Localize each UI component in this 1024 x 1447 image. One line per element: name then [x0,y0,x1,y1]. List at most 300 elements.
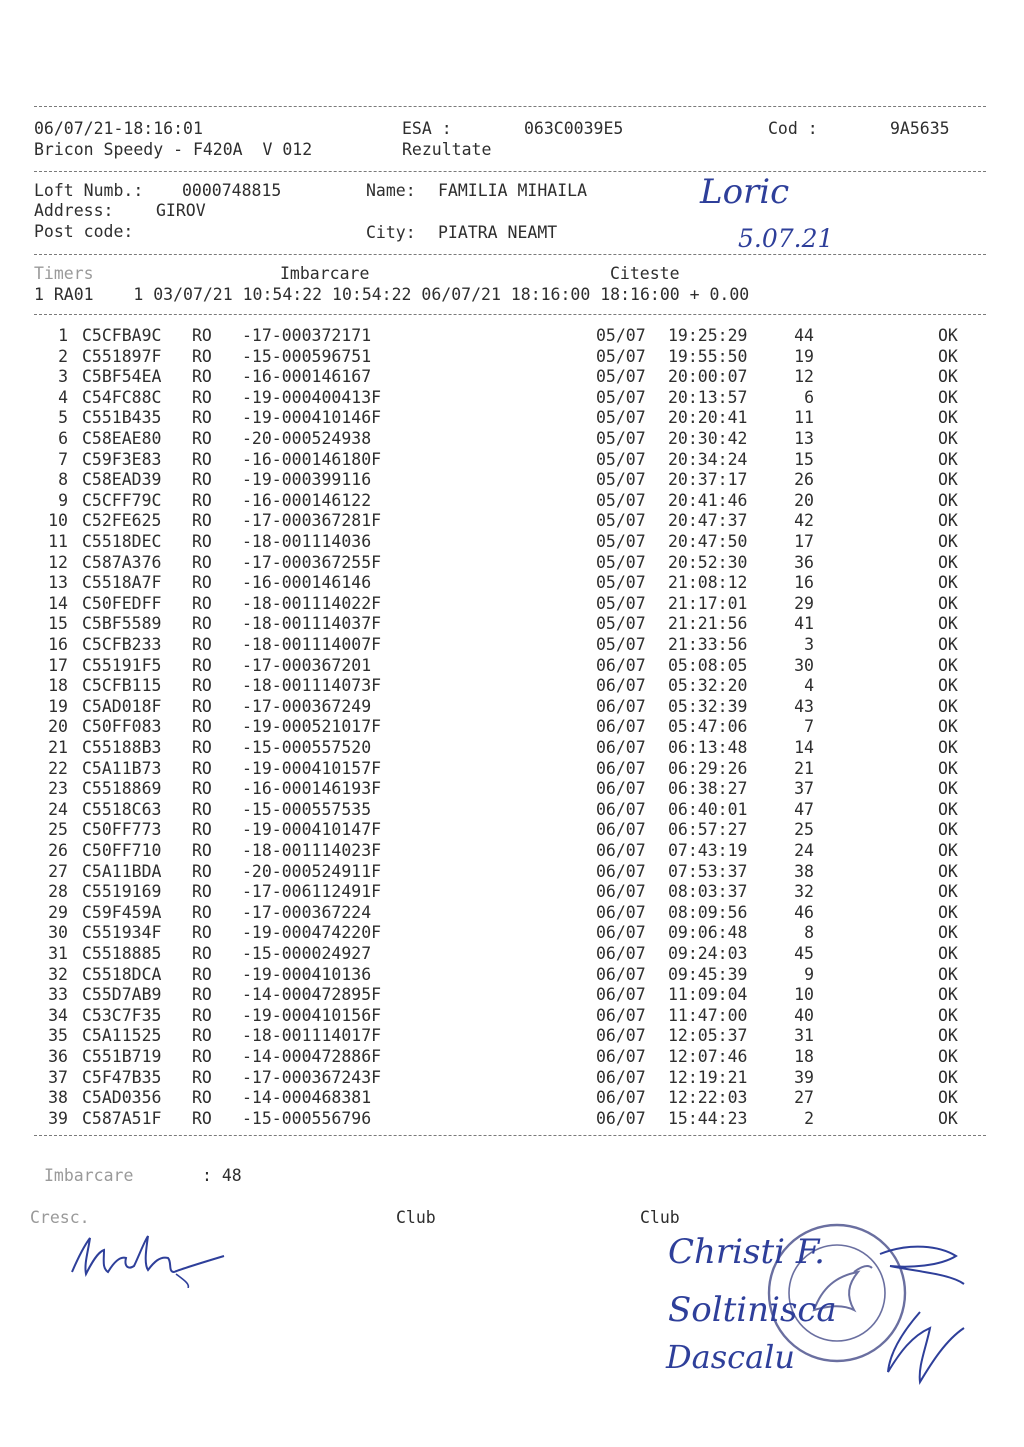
ring-number: -14-000468381 [242,1088,372,1108]
row-index: 23 [48,779,68,799]
country-code: RO [192,532,212,551]
position: 45 [794,944,814,963]
table-row [0,347,1024,368]
status: OK [938,1067,958,1087]
ring-code: C5A11525 [82,1026,162,1046]
ring-code: C5AD0356 [82,1088,162,1108]
ring-code: C5BF54EA [82,367,162,387]
table-row [0,491,1024,512]
ring-code: C5518DCA [82,964,162,984]
country-code: RO [192,408,212,428]
position: 30 [794,655,814,675]
row-index: 5 [58,408,68,428]
country-code: RO [192,655,212,675]
handwritten-date: 5.07.21 [738,224,834,253]
arrival-time: 20:47:50 [668,532,748,551]
status: OK [938,1005,958,1025]
country-code: RO [192,367,212,387]
status: OK [938,511,958,531]
row-index: 36 [48,1047,68,1066]
country-code: RO [192,799,212,819]
row-index: 15 [48,614,68,634]
ring-code: C55191F5 [82,655,162,675]
status: OK [938,573,958,593]
header-esa-value: 063C0039E5 [524,119,624,138]
row-index: 9 [58,490,68,510]
arrival-date: 06/07 [596,861,646,881]
status: OK [938,532,958,551]
status: OK [938,1088,958,1108]
ring-code: C587A51F [82,1108,162,1128]
table-row [0,1006,1024,1027]
country-code: RO [192,1067,212,1087]
country-code: RO [192,717,212,737]
ring-number: -20-000524911F [242,861,382,881]
status: OK [938,593,958,613]
arrival-time: 08:09:56 [668,902,748,922]
arrival-date: 05/07 [596,593,646,613]
status: OK [938,717,958,737]
table-row [0,614,1024,635]
ring-number: -17-000367249 [242,696,372,716]
table-row [0,1068,1024,1089]
position: 12 [794,367,814,387]
country-code: RO [192,1047,212,1066]
status: OK [938,738,958,757]
table-row [0,388,1024,409]
row-index: 10 [48,511,68,531]
row-index: 16 [48,635,68,654]
country-code: RO [192,429,212,448]
table-row [0,985,1024,1006]
position: 38 [794,861,814,881]
ring-code: C50FF773 [82,820,162,840]
arrival-date: 06/07 [596,1067,646,1087]
position: 9 [804,964,814,984]
row-index: 8 [58,470,68,490]
status: OK [938,408,958,428]
row-index: 22 [48,758,68,778]
ring-code: C59F3E83 [82,449,162,469]
row-index: 32 [48,964,68,984]
arrival-time: 12:22:03 [668,1088,748,1108]
ring-number: -16-000146146 [242,573,372,593]
arrival-time: 20:37:17 [668,470,748,490]
position: 18 [794,1047,814,1066]
position: 31 [794,1026,814,1046]
table-row [0,923,1024,944]
ring-number: -15-000556796 [242,1108,372,1128]
ring-code: C587A376 [82,552,162,572]
country-code: RO [192,326,212,345]
position: 43 [794,696,814,716]
row-index: 25 [48,820,68,840]
row-index: 28 [48,882,68,902]
arrival-date: 05/07 [596,573,646,593]
arrival-time: 15:44:23 [668,1108,748,1128]
ring-number: -14-000472895F [242,985,382,1005]
row-index: 7 [58,449,68,469]
ring-number: -17-000367201 [242,655,372,675]
arrival-date: 06/07 [596,655,646,675]
arrival-time: 19:55:50 [668,346,748,366]
status: OK [938,635,958,654]
row-index: 3 [58,367,68,387]
ring-code: C5AD018F [82,696,162,716]
ring-code: C551897F [82,346,162,366]
ring-code: C59F459A [82,902,162,922]
arrival-date: 05/07 [596,408,646,428]
arrival-date: 06/07 [596,799,646,819]
ring-code: C50FF083 [82,717,162,737]
arrival-time: 05:47:06 [668,717,748,737]
ring-code: C5A11BDA [82,861,162,881]
arrival-date: 06/07 [596,820,646,840]
arrival-date: 06/07 [596,882,646,902]
ring-code: C5F47B35 [82,1067,162,1087]
ring-code: C551B435 [82,408,162,428]
position: 16 [794,573,814,593]
table-row [0,944,1024,965]
footer-imbarcare-value: : 48 [202,1166,242,1185]
arrival-time: 21:33:56 [668,635,748,654]
position: 15 [794,449,814,469]
table-row [0,1109,1024,1130]
ring-code: C50FEDFF [82,593,162,613]
ring-number: -19-000521017F [242,717,382,737]
table-row [0,450,1024,471]
country-code: RO [192,470,212,490]
table-row [0,511,1024,532]
ring-code: C5BF5589 [82,614,162,634]
status: OK [938,758,958,778]
table-row [0,717,1024,738]
country-code: RO [192,573,212,593]
country-code: RO [192,593,212,613]
ring-code: C55D7AB9 [82,985,162,1005]
arrival-date: 06/07 [596,717,646,737]
arrival-date: 06/07 [596,1047,646,1066]
position: 27 [794,1088,814,1108]
ring-code: C5A11B73 [82,758,162,778]
position: 46 [794,902,814,922]
loft-city: PIATRA NEAMT [438,223,558,242]
status: OK [938,449,958,469]
arrival-date: 05/07 [596,367,646,387]
country-code: RO [192,841,212,860]
position: 11 [794,408,814,428]
status: OK [938,326,958,345]
timers-imbarcare-label: Imbarcare [280,264,370,283]
table-row [0,759,1024,780]
country-code: RO [192,511,212,531]
country-code: RO [192,964,212,984]
ring-number: -19-000410147F [242,820,382,840]
position: 39 [794,1067,814,1087]
row-index: 33 [48,985,68,1005]
table-row [0,820,1024,841]
header-cod-value: 9A5635 [890,119,950,138]
arrival-date: 06/07 [596,779,646,799]
row-index: 34 [48,1005,68,1025]
club-signature-scribble [860,1232,980,1392]
ring-code: C5518885 [82,944,162,963]
status: OK [938,923,958,943]
position: 25 [794,820,814,840]
row-index: 1 [58,326,68,345]
position: 26 [794,470,814,490]
position: 10 [794,985,814,1005]
table-row [0,841,1024,862]
arrival-date: 06/07 [596,1088,646,1108]
arrival-date: 06/07 [596,985,646,1005]
header-device: Bricon Speedy - F420A V 012 [34,140,313,159]
ring-number: -18-001114007F [242,635,382,654]
country-code: RO [192,387,212,407]
country-code: RO [192,676,212,696]
footer-imbarcare-label: Imbarcare [44,1166,134,1185]
ring-code: C55188B3 [82,738,162,757]
country-code: RO [192,820,212,840]
ring-number: -18-001114073F [242,676,382,696]
ring-number: -17-006112491F [242,882,382,902]
table-row [0,553,1024,574]
arrival-date: 06/07 [596,1108,646,1128]
divider-results [34,1135,986,1136]
position: 42 [794,511,814,531]
arrival-date: 06/07 [596,964,646,984]
country-code: RO [192,614,212,634]
ring-code: C5CFB115 [82,676,162,696]
row-index: 12 [48,552,68,572]
row-index: 27 [48,861,68,881]
arrival-time: 12:19:21 [668,1067,748,1087]
loft-name-label: Name: [366,181,416,200]
position: 41 [794,614,814,634]
position: 2 [804,1108,814,1128]
status: OK [938,676,958,696]
divider-top [34,106,986,107]
position: 6 [804,387,814,407]
handwritten-location: Loric [700,172,790,212]
table-row [0,738,1024,759]
table-row [0,429,1024,450]
arrival-date: 05/07 [596,326,646,345]
cresc-signature [64,1228,234,1288]
arrival-time: 09:24:03 [668,944,748,963]
footer-club2-label: Club [640,1208,680,1227]
country-code: RO [192,635,212,654]
position: 29 [794,593,814,613]
arrival-time: 09:06:48 [668,923,748,943]
row-index: 26 [48,841,68,860]
status: OK [938,470,958,490]
arrival-date: 05/07 [596,552,646,572]
arrival-time: 20:20:41 [668,408,748,428]
arrival-date: 06/07 [596,923,646,943]
ring-code: C5518869 [82,779,162,799]
ring-number: -16-000146193F [242,779,382,799]
arrival-time: 20:13:57 [668,387,748,407]
position: 36 [794,552,814,572]
arrival-time: 20:30:42 [668,429,748,448]
country-code: RO [192,861,212,881]
row-index: 14 [48,593,68,613]
table-row [0,367,1024,388]
ring-number: -17-000367224 [242,902,372,922]
ring-code: C551B719 [82,1047,162,1066]
footer-club1-label: Club [396,1208,436,1227]
ring-number: -19-000474220F [242,923,382,943]
arrival-date: 06/07 [596,1026,646,1046]
loft-number-label: Loft Numb.: [34,181,144,200]
row-index: 35 [48,1026,68,1046]
arrival-date: 06/07 [596,944,646,963]
position: 47 [794,799,814,819]
arrival-date: 05/07 [596,429,646,448]
arrival-time: 20:52:30 [668,552,748,572]
divider-timers [34,314,986,315]
ring-number: -16-000146180F [242,449,382,469]
row-index: 31 [48,944,68,963]
status: OK [938,902,958,922]
status: OK [938,861,958,881]
country-code: RO [192,1088,212,1108]
ring-number: -17-000367255F [242,552,382,572]
position: 37 [794,779,814,799]
table-row [0,697,1024,718]
country-code: RO [192,985,212,1005]
ring-number: -15-000557535 [242,799,372,819]
ring-number: -18-001114037F [242,614,382,634]
position: 7 [804,717,814,737]
table-row [0,903,1024,924]
arrival-date: 05/07 [596,511,646,531]
ring-number: -17-000372171 [242,326,372,345]
row-index: 20 [48,717,68,737]
ring-code: C53C7F35 [82,1005,162,1025]
loft-address: GIROV [156,201,206,220]
ring-code: C5519169 [82,882,162,902]
position: 24 [794,841,814,860]
position: 19 [794,346,814,366]
arrival-date: 05/07 [596,635,646,654]
row-index: 38 [48,1088,68,1108]
status: OK [938,964,958,984]
ring-code: C5CFBA9C [82,326,162,345]
arrival-time: 11:47:00 [668,1005,748,1025]
arrival-date: 06/07 [596,676,646,696]
arrival-time: 19:25:29 [668,326,748,345]
table-row [0,862,1024,883]
status: OK [938,1108,958,1128]
status: OK [938,655,958,675]
country-code: RO [192,779,212,799]
arrival-time: 20:34:24 [668,449,748,469]
arrival-time: 05:32:39 [668,696,748,716]
loft-postcode-label: Post code: [34,222,134,241]
ring-code: C5CFF79C [82,490,162,510]
row-index: 24 [48,799,68,819]
table-row [0,1026,1024,1047]
country-code: RO [192,1108,212,1128]
status: OK [938,614,958,634]
country-code: RO [192,490,212,510]
ring-number: -19-000410136 [242,964,372,984]
table-row [0,326,1024,347]
header-datetime: 06/07/21-18:16:01 [34,119,203,138]
table-row [0,1088,1024,1109]
row-index: 37 [48,1067,68,1087]
arrival-date: 05/07 [596,490,646,510]
country-code: RO [192,758,212,778]
footer-cresc-label: Cresc. [30,1208,90,1227]
country-code: RO [192,346,212,366]
status: OK [938,429,958,448]
arrival-time: 12:05:37 [668,1026,748,1046]
arrival-time: 06:29:26 [668,758,748,778]
ring-number: -19-000400413F [242,387,382,407]
row-index: 4 [58,387,68,407]
ring-number: -17-000367243F [242,1067,382,1087]
status: OK [938,696,958,716]
status: OK [938,1026,958,1046]
ring-number: -15-000557520 [242,738,372,757]
arrival-time: 08:03:37 [668,882,748,902]
timers-citeste-label: Citeste [610,264,680,283]
arrival-time: 06:13:48 [668,738,748,757]
table-row [0,965,1024,986]
ring-number: -20-000524938 [242,429,372,448]
status: OK [938,367,958,387]
table-row [0,1047,1024,1068]
status: OK [938,552,958,572]
arrival-date: 05/07 [596,614,646,634]
position: 4 [804,676,814,696]
status: OK [938,985,958,1005]
arrival-time: 21:08:12 [668,573,748,593]
row-index: 6 [58,429,68,448]
status: OK [938,944,958,963]
arrival-date: 06/07 [596,696,646,716]
club-signature-line3: Dascalu [666,1338,795,1376]
header-esa-label: ESA : [402,119,452,138]
position: 3 [804,635,814,654]
table-row [0,470,1024,491]
arrival-date: 06/07 [596,738,646,757]
table-row [0,676,1024,697]
club-signature-line2: Soltinisca [668,1290,837,1330]
table-row [0,532,1024,553]
arrival-time: 21:17:01 [668,593,748,613]
arrival-date: 05/07 [596,532,646,551]
country-code: RO [192,738,212,757]
loft-name: FAMILIA MIHAILA [438,181,588,200]
loft-number: 0000748815 [182,181,282,200]
country-code: RO [192,882,212,902]
status: OK [938,882,958,902]
table-row [0,408,1024,429]
ring-number: -18-001114036 [242,532,372,551]
status: OK [938,799,958,819]
arrival-date: 05/07 [596,470,646,490]
ring-number: -18-001114023F [242,841,382,860]
country-code: RO [192,449,212,469]
country-code: RO [192,902,212,922]
status: OK [938,1047,958,1066]
arrival-date: 06/07 [596,841,646,860]
ring-code: C5518DEC [82,532,162,551]
